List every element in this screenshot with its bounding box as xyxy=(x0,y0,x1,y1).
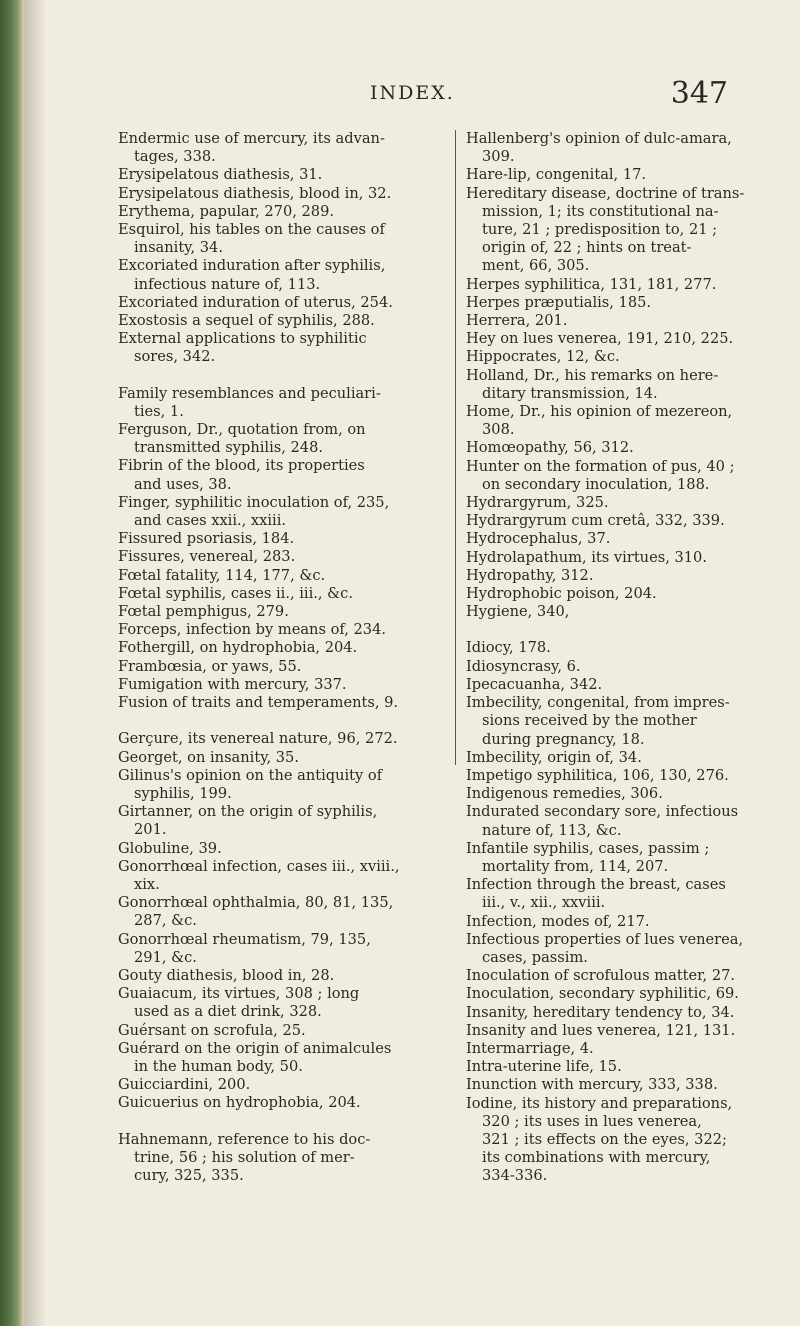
index-entry-line: origin of, 22 ; hints on treat- xyxy=(482,239,692,257)
index-entry xyxy=(466,294,776,312)
index-entry-line: 291, &c. xyxy=(134,948,197,966)
index-entry-line: mortality from, 114, 207. xyxy=(482,857,669,875)
index-entry-line: Finger, syphilitic inoculation of, 235, xyxy=(118,493,390,511)
index-entry xyxy=(118,858,438,894)
index-entry-line: Guicciardini, 200. xyxy=(118,1076,251,1094)
index-entry-line: External applications to syphilitic xyxy=(118,330,367,348)
index-entry xyxy=(118,621,438,639)
index-entry xyxy=(466,585,776,603)
index-entry xyxy=(118,730,438,748)
index-entry xyxy=(118,1131,438,1186)
index-entry-line: Indigenous remedies, 306. xyxy=(466,785,663,803)
index-entry xyxy=(466,312,776,330)
index-entry-line: on secondary inoculation, 188. xyxy=(482,475,710,493)
index-entry-line: mission, 1; its constitutional na- xyxy=(482,202,719,220)
index-entry xyxy=(466,658,776,676)
index-entry-line: trine, 56 ; his solution of mer- xyxy=(134,1148,355,1166)
index-entry xyxy=(118,457,438,493)
index-entry xyxy=(466,530,776,548)
index-entry xyxy=(118,130,438,166)
index-entry-line: Infection through the breast, cases xyxy=(466,876,726,894)
index-entry-line: Gilinus's opinion on the antiquity of xyxy=(118,766,383,784)
index-entry-line: ditary transmission, 14. xyxy=(482,384,658,402)
index-entry xyxy=(466,967,776,985)
index-entry-line: Fothergill, on hydrophobia, 204. xyxy=(118,639,358,657)
index-entry-line: 334-336. xyxy=(482,1167,548,1185)
index-entry-line: Gonorrhœal infection, cases iii., xviii., xyxy=(118,857,400,875)
index-entry-line: Erysipelatous diathesis, 31. xyxy=(118,166,323,184)
index-entry-line: Home, Dr., his opinion of mezereon, xyxy=(466,403,733,421)
book-binding-edge xyxy=(0,0,24,1326)
index-entry-line: Impetigo syphilitica, 106, 130, 276. xyxy=(466,766,729,784)
index-column-left xyxy=(118,130,438,1185)
letter-group-gap xyxy=(466,621,776,639)
index-entry xyxy=(466,676,776,694)
index-entry xyxy=(118,530,438,548)
index-entry xyxy=(466,549,776,567)
index-entry-line: Fissures, venereal, 283. xyxy=(118,548,296,566)
index-entry-line: Georget, on insanity, 35. xyxy=(118,748,299,766)
index-entry xyxy=(466,1095,776,1186)
index-entry-line: Inoculation of scrofulous matter, 27. xyxy=(466,967,736,985)
index-entry xyxy=(466,913,776,931)
index-entry-line: Family resemblances and peculiari- xyxy=(118,384,381,402)
index-entry-line: Fibrin of the blood, its properties xyxy=(118,457,365,475)
index-entry xyxy=(118,749,438,767)
index-entry-line: 201. xyxy=(134,821,167,839)
index-entry-line: Herpes præputialis, 185. xyxy=(466,293,652,311)
index-entry-line: 320 ; its uses in lues venerea, xyxy=(482,1112,702,1130)
index-entry-line: Inoculation, secondary syphilitic, 69. xyxy=(466,985,739,1003)
index-entry xyxy=(118,767,438,803)
index-entry-line: Guérard on the origin of animalcules xyxy=(118,1039,392,1057)
index-entry-line: Indurated secondary sore, infectious xyxy=(466,803,739,821)
index-entry-line: Hare-lip, congenital, 17. xyxy=(466,166,647,184)
index-entry xyxy=(466,1004,776,1022)
index-entry-line: ment, 66, 305. xyxy=(482,257,590,275)
index-entry-line: Fœtal syphilis, cases ii., iii., &c. xyxy=(118,584,353,602)
index-entry-line: Guicuerius on hydrophobia, 204. xyxy=(118,1094,361,1112)
index-entry xyxy=(466,985,776,1003)
index-entry xyxy=(466,749,776,767)
index-entry-line: Intra-uterine life, 15. xyxy=(466,1058,622,1076)
index-entry-line: Imbecility, congenital, from impres- xyxy=(466,694,730,712)
index-entry-line: during pregnancy, 18. xyxy=(482,730,645,748)
index-entry-line: and cases xxii., xxiii. xyxy=(134,512,287,530)
index-entry-line: syphilis, 199. xyxy=(134,784,232,802)
index-entry-line: insanity, 34. xyxy=(134,239,223,257)
index-entry-line: Ferguson, Dr., quotation from, on xyxy=(118,421,366,439)
index-entry xyxy=(466,876,776,912)
index-entry xyxy=(118,166,438,184)
index-entry-line: Hunter on the formation of pus, 40 ; xyxy=(466,457,735,475)
index-entry-line: infectious nature of, 113. xyxy=(134,275,321,293)
index-entry xyxy=(118,185,438,203)
index-entry-line: nature of, 113, &c. xyxy=(482,821,622,839)
index-entry xyxy=(118,494,438,530)
letter-group-gap xyxy=(118,712,438,730)
index-entry xyxy=(118,385,438,421)
index-entry xyxy=(118,658,438,676)
index-entry-line: Gouty diathesis, blood in, 28. xyxy=(118,966,335,984)
index-entry-line: 309. xyxy=(482,148,515,166)
index-entry xyxy=(466,785,776,803)
index-entry-line: Esquirol, his tables on the causes of xyxy=(118,221,385,239)
index-entry xyxy=(466,803,776,839)
index-entry xyxy=(118,203,438,221)
index-entry xyxy=(466,603,776,621)
index-entry xyxy=(118,312,438,330)
index-entry-line: Girtanner, on the origin of syphilis, xyxy=(118,803,378,821)
letter-group-gap xyxy=(118,367,438,385)
index-entry-line: Iodine, its history and preparations, xyxy=(466,1094,733,1112)
index-entry-line: Infection, modes of, 217. xyxy=(466,912,650,930)
index-entry-line: Guérsant on scrofula, 25. xyxy=(118,1021,306,1039)
index-entry-line: 308. xyxy=(482,421,515,439)
index-entry-line: Erysipelatous diathesis, blood in, 32. xyxy=(118,184,392,202)
index-entry-line: its combinations with mercury, xyxy=(482,1149,711,1167)
index-entry xyxy=(118,1076,438,1094)
index-entry-line: Hydrophobic poison, 204. xyxy=(466,585,657,603)
index-entry-line: Herpes syphilitica, 131, 181, 277. xyxy=(466,275,717,293)
index-entry-line: in the human body, 50. xyxy=(134,1057,303,1075)
index-entry xyxy=(118,585,438,603)
index-entry-line: Exostosis a sequel of syphilis, 288. xyxy=(118,312,375,330)
index-entry xyxy=(118,1040,438,1076)
index-entry-line: Fœtal pemphigus, 279. xyxy=(118,603,289,621)
index-entry xyxy=(466,439,776,457)
index-entry xyxy=(118,840,438,858)
index-entry-line: ture, 21 ; predisposition to, 21 ; xyxy=(482,221,718,239)
index-entry xyxy=(118,676,438,694)
index-entry-line: Hallenberg's opinion of dulc-amara, xyxy=(466,130,732,147)
index-entry-line: cases, passim. xyxy=(482,948,588,966)
index-entry xyxy=(466,694,776,749)
index-entry-line: Hydrargyrum, 325. xyxy=(466,494,609,512)
index-entry-line: sores, 342. xyxy=(134,348,216,366)
index-entry-line: Guaiacum, its virtues, 308 ; long xyxy=(118,985,360,1003)
page-number: 347 xyxy=(670,76,728,111)
index-entry-line: Hey on lues venerea, 191, 210, 225. xyxy=(466,330,734,348)
index-entry xyxy=(118,603,438,621)
index-entry-line: 287, &c. xyxy=(134,912,197,930)
index-entry-line: 321 ; its effects on the eyes, 322; xyxy=(482,1130,727,1148)
index-entry xyxy=(118,567,438,585)
index-entry-line: Fissured psoriasis, 184. xyxy=(118,530,295,548)
index-entry xyxy=(466,403,776,439)
index-entry-line: Hereditary disease, doctrine of trans- xyxy=(466,184,745,202)
index-entry xyxy=(466,931,776,967)
index-entry xyxy=(466,494,776,512)
index-entry-line: Ipecacuanha, 342. xyxy=(466,675,603,693)
index-entry-line: Hygiene, 340, xyxy=(466,603,570,621)
index-entry-line: Endermic use of mercury, its advan- xyxy=(118,130,385,147)
index-entry xyxy=(118,294,438,312)
index-entry xyxy=(466,276,776,294)
index-entry-line: sions received by the mother xyxy=(482,712,697,730)
index-entry-line: Hydrocephalus, 37. xyxy=(466,530,611,548)
index-entry-line: and uses, 38. xyxy=(134,475,232,493)
index-entry-line: Forceps, infection by means of, 234. xyxy=(118,621,387,639)
index-entry xyxy=(466,512,776,530)
index-entry xyxy=(118,985,438,1021)
index-entry xyxy=(466,458,776,494)
index-entry-line: xix. xyxy=(134,875,160,893)
index-entry-line: Hahnemann, reference to his doc- xyxy=(118,1130,371,1148)
index-entry xyxy=(466,348,776,366)
index-entry-line: iii., v., xii., xxviii. xyxy=(482,894,606,912)
index-entry-line: ties, 1. xyxy=(134,402,184,420)
gutter-shadow xyxy=(24,0,46,1326)
index-entry-line: Infectious properties of lues venerea, xyxy=(466,930,744,948)
index-column-right xyxy=(455,130,776,1185)
index-entry xyxy=(118,421,438,457)
index-entry xyxy=(118,694,438,712)
index-entry-line: Globuline, 39. xyxy=(118,839,222,857)
index-entry-line: Hippocrates, 12, &c. xyxy=(466,348,620,366)
index-entry xyxy=(118,639,438,657)
index-entry xyxy=(466,1058,776,1076)
index-entry xyxy=(466,130,776,166)
index-entry xyxy=(466,1076,776,1094)
index-entry xyxy=(466,1040,776,1058)
index-entry xyxy=(118,1022,438,1040)
index-entry-line: Gerçure, its venereal nature, 96, 272. xyxy=(118,730,398,748)
index-entry-line: Insanity, hereditary tendency to, 34. xyxy=(466,1003,735,1021)
index-entry-line: Insanity and lues venerea, 121, 131. xyxy=(466,1021,736,1039)
index-entry-line: Gonorrhœal rheumatism, 79, 135, xyxy=(118,930,371,948)
index-entry-line: tages, 338. xyxy=(134,148,216,166)
index-entry xyxy=(466,567,776,585)
index-entry-line: Herrera, 201. xyxy=(466,312,568,330)
letter-group-gap xyxy=(118,1113,438,1131)
index-entry-line: Excoriated induration of uterus, 254. xyxy=(118,293,393,311)
index-entry-line: Infantile syphilis, cases, passim ; xyxy=(466,839,710,857)
index-entry xyxy=(118,548,438,566)
index-entry xyxy=(118,1094,438,1112)
index-entry xyxy=(466,1022,776,1040)
index-entry xyxy=(118,894,438,930)
index-entry xyxy=(466,367,776,403)
index-entry-line: Intermarriage, 4. xyxy=(466,1039,594,1057)
index-entry-line: Excoriated induration after syphilis, xyxy=(118,257,386,275)
index-entry xyxy=(466,840,776,876)
index-entry xyxy=(466,330,776,348)
index-entry-line: Fusion of traits and temperaments, 9. xyxy=(118,694,399,712)
index-entry xyxy=(118,221,438,257)
index-entry-line: cury, 325, 335. xyxy=(134,1166,244,1184)
index-entry xyxy=(118,967,438,985)
index-entry xyxy=(118,330,438,366)
running-head: INDEX. xyxy=(370,82,455,104)
index-entry-line: Imbecility, origin of, 34. xyxy=(466,748,642,766)
index-entry-line: Hydrargyrum cum cretâ, 332, 339. xyxy=(466,512,725,530)
index-entry-line: Gonorrhœal ophthalmia, 80, 81, 135, xyxy=(118,894,394,912)
index-entry xyxy=(466,185,776,276)
index-entry xyxy=(118,803,438,839)
index-entry-line: Inunction with mercury, 333, 338. xyxy=(466,1076,718,1094)
index-entry xyxy=(118,257,438,293)
index-entry-line: Hydropathy, 312. xyxy=(466,566,594,584)
index-entry-line: transmitted syphilis, 248. xyxy=(134,439,324,457)
index-entry-line: Erythema, papular, 270, 289. xyxy=(118,202,335,220)
index-entry-line: Frambœsia, or yaws, 55. xyxy=(118,657,302,675)
index-entry-line: Holland, Dr., his remarks on here- xyxy=(466,366,719,384)
index-entry-line: Idiosyncrasy, 6. xyxy=(466,657,581,675)
index-entry-line: Fœtal fatality, 114, 177, &c. xyxy=(118,566,326,584)
index-entry xyxy=(466,166,776,184)
index-entry-line: Homœopathy, 56, 312. xyxy=(466,439,634,457)
index-entry-line: Fumigation with mercury, 337. xyxy=(118,675,347,693)
index-entry xyxy=(466,639,776,657)
index-entry xyxy=(466,767,776,785)
index-entry-line: used as a diet drink, 328. xyxy=(134,1003,322,1021)
index-entry-line: Idiocy, 178. xyxy=(466,639,551,657)
index-entry-line: Hydrolapathum, its virtues, 310. xyxy=(466,548,707,566)
index-entry xyxy=(118,931,438,967)
